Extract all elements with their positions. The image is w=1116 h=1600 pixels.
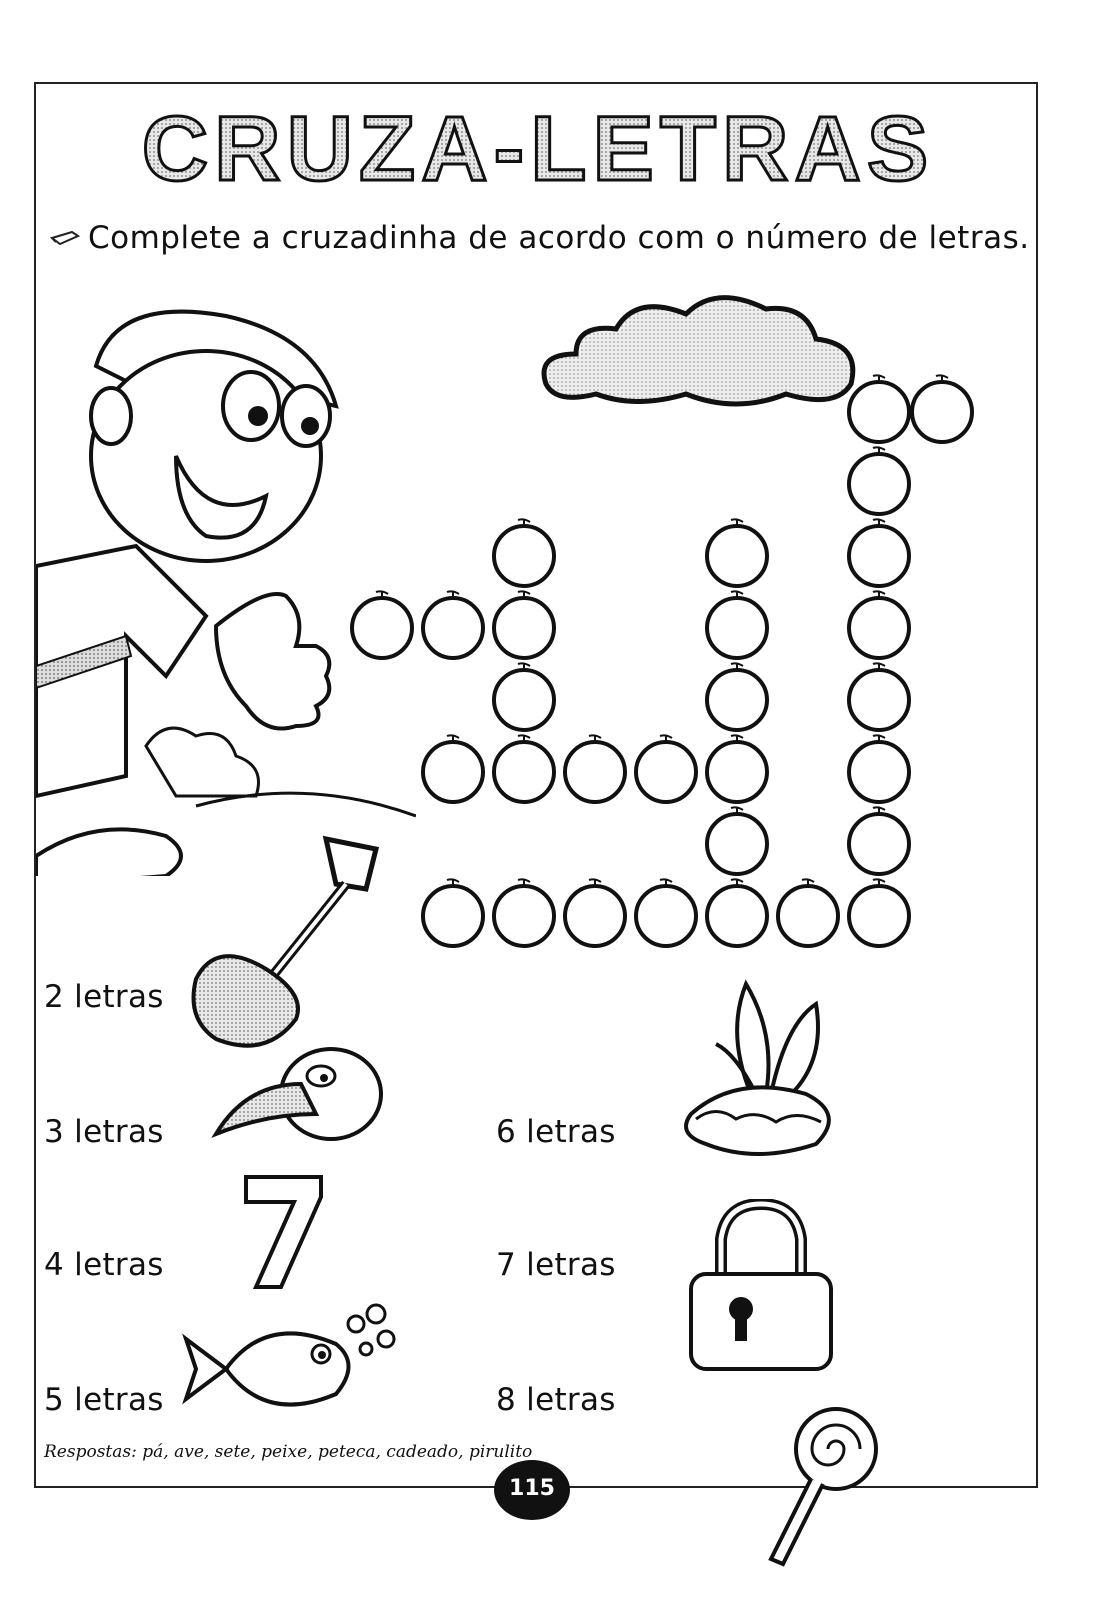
crossword-cell[interactable]: [707, 519, 767, 586]
lollipop-picture: [751, 1389, 891, 1569]
label-3-letras: 3 letras: [44, 1114, 164, 1150]
number-seven-picture: [236, 1172, 326, 1292]
crossword-cell[interactable]: [849, 879, 909, 946]
crossword-cell[interactable]: [707, 663, 767, 730]
cloud-illustration: [536, 284, 866, 414]
label-8-letras: 8 letras: [496, 1382, 616, 1418]
crossword-cell[interactable]: [423, 591, 483, 658]
fish-picture: [176, 1294, 406, 1444]
crossword-cell[interactable]: [849, 663, 909, 730]
crossword-cell[interactable]: [849, 807, 909, 874]
label-5-letras: 5 letras: [44, 1382, 164, 1418]
crossword-cell[interactable]: [494, 879, 554, 946]
crossword-cell[interactable]: [707, 735, 767, 802]
crossword-cell[interactable]: [636, 879, 696, 946]
answers-line: Respostas: pá, ave, sete, peixe, peteca, cadeado, pirulito: [44, 1442, 533, 1462]
worksheet-frame: [34, 82, 1038, 1488]
page-title: [36, 94, 1040, 204]
crossword-cell[interactable]: [849, 591, 909, 658]
crossword-cell[interactable]: [849, 447, 909, 514]
instruction-text: Complete a cruzadinha de acordo com o número de letras.: [88, 220, 1030, 256]
crossword-cell[interactable]: [636, 735, 696, 802]
shuttlecock-picture: [676, 974, 856, 1164]
crossword-cell[interactable]: [778, 879, 838, 946]
padlock-picture: [681, 1199, 871, 1379]
crossword-cell[interactable]: [423, 735, 483, 802]
label-6-letras: 6 letras: [496, 1114, 616, 1150]
crossword-cell[interactable]: [494, 519, 554, 586]
crossword-cell[interactable]: [912, 375, 972, 442]
page-number: 115: [494, 1460, 570, 1520]
crossword-cell[interactable]: [849, 519, 909, 586]
label-7-letras: 7 letras: [496, 1247, 616, 1283]
instruction: [50, 216, 1030, 260]
crossword-cell[interactable]: [494, 591, 554, 658]
crossword-cell[interactable]: [494, 735, 554, 802]
pencil-icon: [50, 216, 88, 260]
crossword-cell[interactable]: [707, 807, 767, 874]
crossword-cell[interactable]: [707, 591, 767, 658]
boy-illustration: [36, 296, 416, 876]
crossword-cell[interactable]: [494, 663, 554, 730]
title-text: CRUZA-LETRAS: [141, 98, 935, 200]
crossword-cell[interactable]: [565, 879, 625, 946]
shovel-picture: [186, 829, 386, 1059]
crossword-cell[interactable]: [423, 879, 483, 946]
crossword-cell[interactable]: [849, 735, 909, 802]
crossword-cell[interactable]: [565, 735, 625, 802]
label-4-letras: 4 letras: [44, 1247, 164, 1283]
bird-picture: [206, 1034, 386, 1154]
crossword-cell[interactable]: [707, 879, 767, 946]
label-2-letras: 2 letras: [44, 979, 164, 1015]
